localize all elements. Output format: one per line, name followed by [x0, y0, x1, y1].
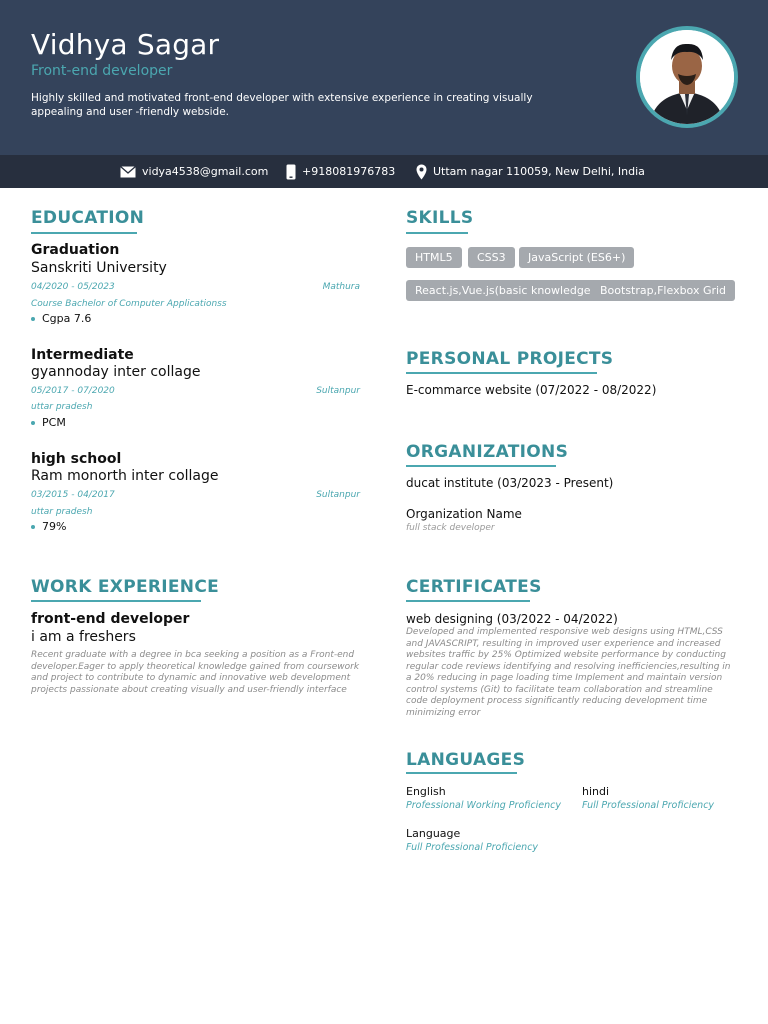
- resume-header: [0, 0, 768, 155]
- certificate-description: Developed and implemented responsive web designs using HTML,CSS and JAVASCRIPT, resulting in improved user experience and increased websites traffic by 25% Optimized website performance by conducting regular code reviews identifying and resolving inefficiencies,resulting in a 20% reducing in page loading time Implement and maintain version control systems (Git) to facilitate team collaboration and streamline code deployment process significantly reducing development time minimizing error: [406, 627, 731, 718]
- organizations-underline: [406, 465, 556, 467]
- education-detail: uttar pradesh: [31, 402, 93, 412]
- work-underline: [31, 600, 201, 602]
- education-place: Sultanpur: [316, 386, 360, 396]
- education-degree: Graduation: [31, 242, 120, 258]
- work-description: Recent graduate with a degree in bca seeking a position as a Front-end developer.Eager to apply theoretical knowledge gained from coursework and project to contribute to dynamic and innovative web development projects passionate about creating visually and user-friendly interface: [31, 650, 360, 695]
- organizations-heading: ORGANIZATIONS: [406, 442, 569, 462]
- organization-name: Organization Name: [406, 507, 522, 521]
- education-dates: 03/2015 - 04/2017: [31, 490, 115, 500]
- bullet-dot: [31, 317, 35, 321]
- skill-tag: HTML5: [406, 247, 462, 268]
- language-level: Full Professional Proficiency: [406, 842, 539, 853]
- bullet-text: Cgpa 7.6: [42, 312, 92, 325]
- languages-heading: LANGUAGES: [406, 750, 526, 770]
- languages-underline: [406, 772, 517, 774]
- language-name: Language: [406, 827, 461, 840]
- bullet-dot: [31, 525, 35, 529]
- education-dates: 05/2017 - 07/2020: [31, 386, 115, 396]
- education-bullet: [31, 312, 91, 325]
- work-role: front-end developer: [31, 611, 190, 627]
- education-place: Mathura: [322, 282, 360, 292]
- education-bullet: [31, 416, 66, 429]
- certificates-heading: CERTIFICATES: [406, 577, 542, 597]
- education-detail: uttar pradesh: [31, 507, 93, 517]
- education-school: gyannoday inter collage: [31, 364, 201, 380]
- mail-icon: [120, 166, 136, 178]
- education-bullet: [31, 520, 66, 533]
- projects-underline: [406, 372, 597, 374]
- contact-location: [416, 155, 645, 188]
- certificate-name: web designing (03/2022 - 04/2022): [406, 612, 618, 626]
- contact-email[interactable]: [120, 155, 268, 188]
- organization-item: ducat institute (03/2023 - Present): [406, 476, 614, 490]
- education-detail: Course Bachelor of Computer Applicationss: [31, 299, 227, 309]
- person-role: Front-end developer: [31, 63, 173, 79]
- education-underline: [31, 232, 137, 234]
- language-level: Full Professional Proficiency: [582, 800, 715, 811]
- skills-heading: SKILLS: [406, 208, 474, 228]
- skill-tag: React.js,Vue.js(basic knowledge: [406, 280, 600, 301]
- profile-photo: [636, 26, 738, 128]
- avatar-illustration: [640, 30, 734, 124]
- bullet-text: 79%: [42, 520, 67, 533]
- work-heading: WORK EXPERIENCE: [31, 577, 220, 597]
- certificates-underline: [406, 600, 530, 602]
- language-level: Professional Working Proficiency: [406, 800, 561, 811]
- email-text: vidya4538@gmail.com: [142, 165, 269, 178]
- skill-tag: JavaScript (ES6+): [519, 247, 634, 268]
- contact-phone[interactable]: [286, 155, 395, 188]
- education-place: Sultanpur: [316, 490, 360, 500]
- skill-tag: Bootstrap,Flexbox Grid: [591, 280, 735, 301]
- skill-tag: CSS3: [468, 247, 515, 268]
- education-school: Ram monorth inter collage: [31, 468, 219, 484]
- location-text: Uttam nagar 110059, New Delhi, India: [433, 165, 645, 178]
- education-dates: 04/2020 - 05/2023: [31, 282, 115, 292]
- projects-heading: PERSONAL PROJECTS: [406, 349, 614, 369]
- profile-summary: Highly skilled and motivated front-end developer with extensive experience in creating visually appealing and user -friendly webside.: [31, 92, 533, 118]
- phone-icon: [286, 164, 296, 180]
- project-item: E-commarce website (07/2022 - 08/2022): [406, 383, 657, 397]
- education-heading: EDUCATION: [31, 208, 145, 228]
- contact-bar: [0, 155, 768, 188]
- education-degree: Intermediate: [31, 347, 134, 363]
- language-name: hindi: [582, 785, 610, 798]
- work-company: i am a freshers: [31, 629, 136, 645]
- education-school: Sanskriti University: [31, 260, 167, 276]
- organization-role: full stack developer: [406, 523, 495, 533]
- skills-underline: [406, 232, 468, 234]
- phone-text: +918081976783: [302, 165, 396, 178]
- person-name: Vidhya Sagar: [31, 28, 220, 61]
- language-name: English: [406, 785, 446, 798]
- bullet-text: PCM: [42, 416, 66, 429]
- bullet-dot: [31, 421, 35, 425]
- location-pin-icon: [416, 164, 427, 180]
- education-degree: high school: [31, 451, 122, 467]
